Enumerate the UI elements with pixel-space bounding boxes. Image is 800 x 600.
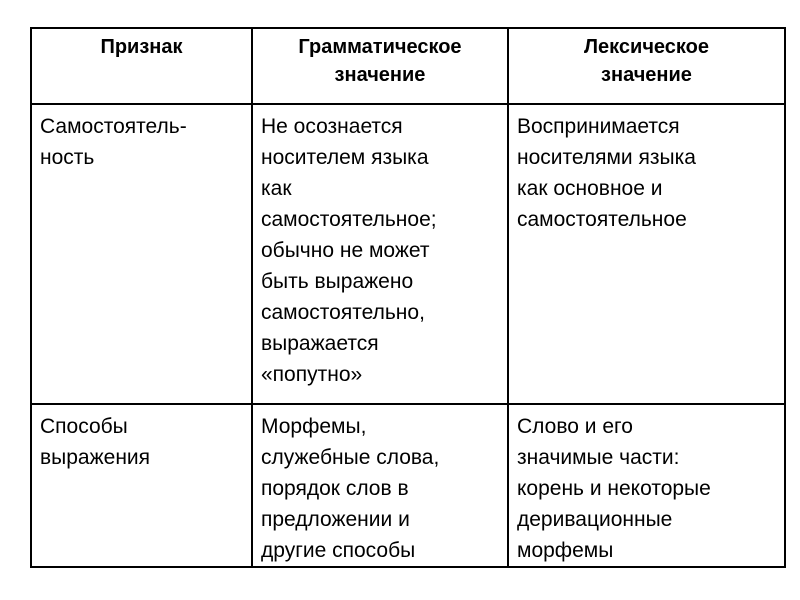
- comparison-table: [30, 27, 786, 568]
- cell-grammatical-text: Не осознается носителем языка как самостоятельное; обычно не может быть выражено самостоятельно, выражается «попутно»: [261, 115, 437, 386]
- header-lexical-meaning: [508, 28, 785, 104]
- cell-lexical: [508, 104, 785, 404]
- header-feature: [31, 28, 252, 104]
- cell-feature: [31, 404, 252, 567]
- cell-grammatical-text: Морфемы, служебные слова, порядок слов в предложении и другие способы: [261, 415, 440, 562]
- table-row: [31, 104, 785, 404]
- cell-grammatical: [252, 104, 508, 404]
- header-grammatical-meaning: [252, 28, 508, 104]
- cell-lexical-text: Воспринимается носителями языка как основное и самостоятельное: [517, 115, 696, 231]
- cell-feature-text: Самостоятель- ность: [40, 115, 187, 169]
- header-feature-text: Признак: [100, 36, 183, 58]
- header-row: [31, 28, 785, 104]
- cell-feature: [31, 104, 252, 404]
- cell-lexical-text: Слово и его значимые части: корень и некоторые деривационные морфемы: [517, 415, 711, 562]
- cell-feature-text: Способы выражения: [40, 415, 151, 469]
- header-grammatical-meaning-text: Грамматическое значение: [298, 36, 462, 86]
- header-lexical-meaning-text: Лексическое значение: [584, 36, 709, 86]
- cell-grammatical: [252, 404, 508, 567]
- cell-lexical: [508, 404, 785, 567]
- table-row: [31, 404, 785, 567]
